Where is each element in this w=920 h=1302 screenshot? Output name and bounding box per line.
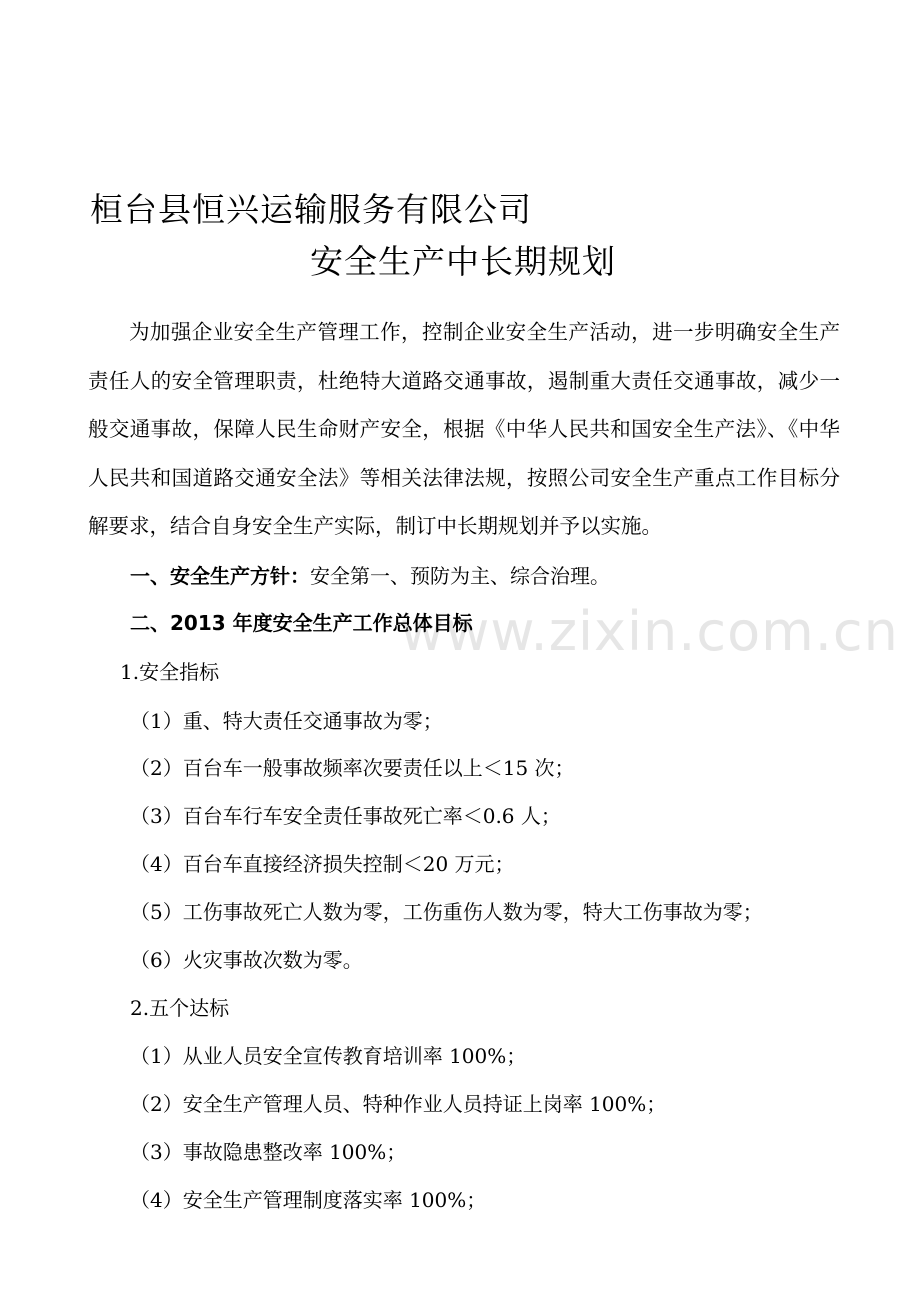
section1-heading: 一、安全生产方针： <box>130 564 310 588</box>
section1-text: 安全第一、预防为主、综合治理。 <box>310 564 610 588</box>
document-title: 安全生产中长期规划 <box>310 242 616 281</box>
list-item: （1）重、特大责任交通事故为零； <box>130 709 443 733</box>
list-item: （4）安全生产管理制度落实率 100%； <box>130 1188 487 1212</box>
list-item: （4）百台车直接经济损失控制＜20 万元； <box>130 852 515 876</box>
section1-line <box>130 560 610 589</box>
list-item: （5）工伤事故死亡人数为零，工伤重伤人数为零，特大工伤事故为零； <box>130 900 763 924</box>
subsection2-heading: 2.五个达标 <box>130 996 230 1020</box>
list-item: （2）安全生产管理人员、特种作业人员持证上岗率 100%； <box>130 1092 667 1116</box>
intro-paragraph: 为加强企业安全生产管理工作，控制企业安全生产活动，进一步明确安全生产责任人的安全管理职责，杜绝特大道路交通事故，遏制重大责任交通事故，减少一般交通事故，保障人民生命财产安全，根据《中华人民共和国安全生产法》、《中华人民共和国道路交通安全法》等相关法律法规，按照公司安全生产重点工作目标分解要求，结合自身安全生产实际，制订中长期规划并予以实施。 <box>88 320 840 538</box>
list-item: （6）火灾事故次数为零。 <box>130 948 363 972</box>
list-item: （2）百台车一般事故频率次要责任以上＜15 次； <box>130 756 575 780</box>
watermark: www.zixin.com.cn <box>400 600 899 663</box>
subsection1-heading: 1.安全指标 <box>120 660 220 684</box>
list-item: （1）从业人员安全宣传教育培训率 100%； <box>130 1044 527 1068</box>
company-title: 桓台县恒兴运输服务有限公司 <box>90 190 532 229</box>
section2-heading: 二、2013 年度安全生产工作总体目标 <box>130 611 473 635</box>
list-item: （3）事故隐患整改率 100%； <box>130 1140 407 1164</box>
list-item: （3）百台车行车安全责任事故死亡率＜0.6 人； <box>130 804 561 828</box>
